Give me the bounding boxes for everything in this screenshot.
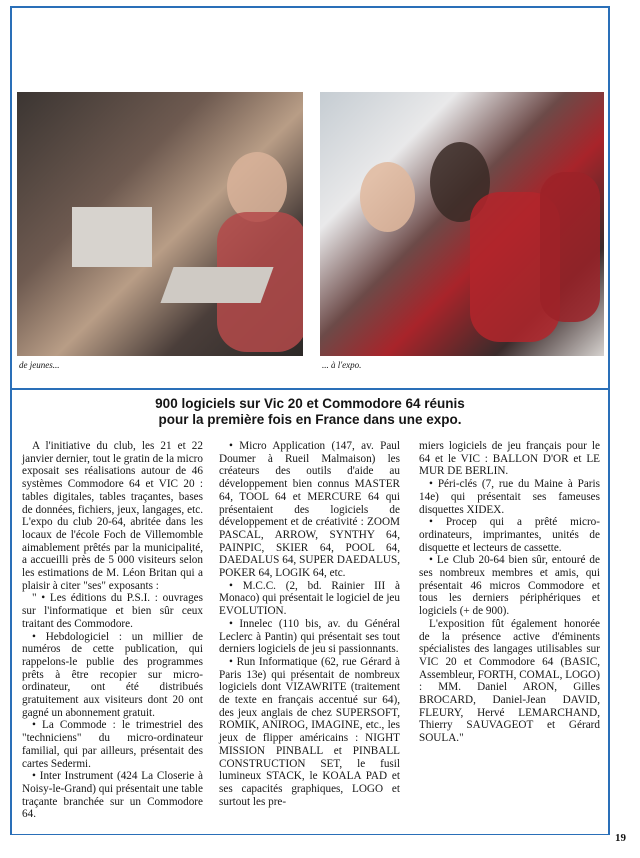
paragraph: A l'initiative du club, les 21 et 22 janvier dernier, tout le gratin de la micro exposait ses réalisations autour de 46 systèmes Commodore 64 et VIC 20 : tables digitales, tables traçantes, bases de données, fichiers, jeux, langages, etc. L'expo du club 20-64, abritée dans les locaux de l'école Foch de Villemomble aimablement prêtés par la municipalité, a accueilli près de 5 000 visiteurs selon les estimations de M. Léon Britan qui a plaisir à citer "ses" exposants : [22,440,203,592]
column-1 [22,440,203,821]
column-2 [219,440,400,808]
caption-right: ... à l'expo. [322,360,362,370]
keyboard-shape [160,267,273,303]
paragraph: • Inter Instrument (424 La Closerie à Noisy-le-Grand) qui présentait une table traçante branchée sur un Commodore 64. [22,770,203,821]
paragraph: • Hebdologiciel : un millier de numéros de cette publication, qui rappelons-le publie des programmes prêts à être recopier sur micro-ordinateur, ont été distribués gratuitement aux visiteurs dont 20 ont gagné un abonnement gratuit. [22,630,203,719]
monitor-shape [72,207,152,267]
paragraph: • Micro Application (147, av. Paul Doumer à Rueil Malmaison) les créateurs des outils d'aide au développement bien connus MASTER 64, TOOL 64 et MERCURE 64 qui présentaient des logiciels de développement et de créativité : ZOOM PASCAL, ARROW, SYNTHY 64, PAINPIC, SKIER 64, POOL 64, DAEDALUS 64, SUPER DAEDALUS, POKER 64, LOGIK 64, etc. [219,440,400,580]
caption-left: de jeunes... [19,360,60,370]
paragraph: L'exposition fût également honorée de la présence active d'éminents spécialistes des langages utilisables sur VIC 20 et Commodore 64 (BASIC, Assembleur, FORTH, COMAL, LOGO) : MM. Daniel ARON, Gilles BROCARD, Daniel-Jean DAVID, FLEURY, Hervé LEMARCHAND, Thierry SAUVAGEOT et Gérard SOULA." [419,617,600,745]
page-number: 19 [615,832,626,844]
paragraph: • Run Informatique (62, rue Gérard à Paris 13e) qui présentait de nombreux logiciels dont VIZAWRITE (traitement de texte en français accentué sur 64), des jeux anglais de chez SUPERSOFT, ROMIK, ANIROG, IMAGINE, etc., les jeux de flipper américains : NIGHT MISSION PINBALL et PINBALL CONSTRUCTION SET, le fusil lumineux STACK, le KOALA PAD et ses capacités graphiques, LOGO et surtout les pre- [219,655,400,808]
photo-children-at-computer [17,92,303,356]
paragraph: • La Commode : le trimestriel des "techniciens" du micro-ordinateur familial, qui par ailleurs, présentait des cartes Sedermi. [22,719,203,770]
paragraph: • Innelec (110 bis, av. du Général Leclerc à Pantin) qui présentait ses tout derniers logiciels de jeu si passionnants. [219,617,400,656]
bottom-rule [10,834,610,835]
headline-line-1: 900 logiciels sur Vic 20 et Commodore 64 réunis [155,396,465,411]
paragraph: " • Les éditions du P.S.I. : ouvrages sur l'informatique et bien sûr ceux traitant des Commodore. [22,592,203,630]
photo-visitors-at-expo [320,92,604,356]
paragraph: • Le Club 20-64 bien sûr, entouré de ses nombreux membres et amis, qui présentait 46 micros Commodore et tous les derniers périphériques et logiciels (+ de 900). [419,554,600,618]
section-rule [10,388,610,390]
paragraph: • Procep qui a prêté micro-ordinateurs, imprimantes, unités de disquette et lecteurs de cassette. [419,516,600,554]
article-headline [30,396,590,428]
headline-line-2: pour la première fois en France dans une expo. [158,412,462,427]
red-jacket-shape-2 [540,172,600,322]
paragraph: • M.C.C. (2, bd. Rainier III à Monaco) qui présentait le logiciel de jeu EVOLUTION. [219,579,400,618]
child-face-shape-2 [360,162,415,232]
paragraph: miers logiciels de jeu français pour le 64 et le VIC : BALLON D'OR et LE MUR DE BERLIN. [419,440,600,478]
paragraph: • Péri-clés (7, rue du Maine à Paris 14e) qui présentait ses fameuses disquettes XIDEX. [419,478,600,516]
column-3 [419,440,600,745]
